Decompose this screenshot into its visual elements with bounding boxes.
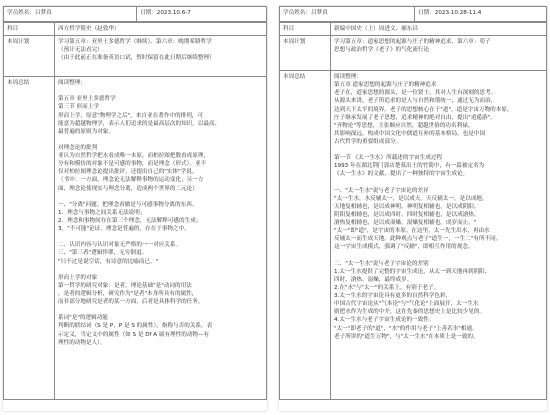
right-student-cell (280, 7, 415, 22)
summary-line: 系词"是"的逻辑功能 (58, 315, 108, 322)
summary-line: 第五章 道家思想的起源与庄子的精神追求 (334, 82, 437, 89)
summary-line (334, 179, 543, 187)
summary-line (58, 87, 263, 95)
right-content-table (279, 22, 547, 400)
summary-line: 这一宇宙生成模式，强调了"反辅"，即相互作用的观念。 (334, 244, 474, 251)
right-date-value: 2023.10.28-11.4 (434, 10, 482, 16)
summary-line: 第一哲学的研究对象：是者。理论基础"是"动词的用法 (58, 282, 192, 289)
summary-line: 判断的联结词（S 是 P，P 是 S 的属性），指称与否的关系，表 (58, 323, 213, 330)
summary-line: 第三节 形而上学 (58, 104, 99, 111)
summary-line: 四时、凔热、湿燥，最终成岁。 (334, 276, 413, 283)
summary-line: 第五章 亚里士多德哲学 (58, 96, 116, 103)
summary-line: 对理念论的批判 (58, 144, 98, 151)
right-summary-label: 本周总结 (280, 71, 331, 400)
summary-line: 1．理念与事物之间关系无法说明； (58, 209, 146, 216)
summary-line: "齐物论"等思想，主张顺应自然，超越世俗的功名利禄。 (334, 122, 474, 129)
summary-line: "只不过是说空话，有诗意的比喻而已。" (58, 258, 159, 265)
summary-line (334, 146, 543, 154)
left-date-label: 日期： (140, 10, 157, 16)
plan-line: 思想与政治哲学《老子》的气化流行论 (334, 47, 430, 54)
summary-line (58, 233, 263, 241)
summary-line: 2.在"水"与"太一"的关系上，有别于老子。 (334, 284, 440, 291)
left-plan-label: 本周计划 (4, 36, 55, 77)
left-student-name: 吕梦真 (34, 10, 52, 16)
summary-line: 理性的动物是人）。 (58, 339, 106, 346)
summary-line: 其影响深远，构成中国文化中儒道互补的基本格局，也是中国 (334, 130, 486, 137)
left-summary-label: 本周总结 (4, 77, 55, 400)
left-student-cell (4, 7, 137, 22)
right-plan-label: 本周计划 (280, 36, 331, 71)
left-content-table (3, 22, 267, 400)
summary-line: 第一节 《太一生水》所载述的宇宙生成过程 (334, 155, 443, 162)
summary-line: 古代哲学的重要组成部分。 (334, 138, 402, 145)
plan-line: （预计无法看完） (58, 47, 103, 54)
summary-line: 阴阳复相辅也，是以成四时。四时复相辅也，是以成凔热。 (334, 211, 480, 218)
summary-line: 凔热复相辅也，是以成湿燥。湿燥复相辅也，成岁而止。" (334, 220, 477, 227)
summary-line: 面，理念论使现实与理念分离，造成两个世界的二元论） (58, 185, 198, 192)
summary-line: 庄子继承发展了老子思想，追求精神的绝对自由，提出"逍遥游"、 (334, 114, 496, 121)
left-summary-lines (58, 79, 263, 347)
plan-line: （由于此前正在准备英语口试，暂时保留在此日期后继续整理） (58, 55, 215, 62)
summary-line: 《太一生水》的文献，提出了一种独特的宇宙生成论。 (334, 171, 469, 178)
summary-line: 一、"分离"问题。把理念看做是与可感事物分离的东西。 (58, 201, 198, 208)
left-log-table (3, 6, 267, 22)
summary-line: 形而上学的对象 (58, 274, 98, 281)
summary-line: 阅读整理： (58, 80, 86, 87)
left-plan-lines (58, 38, 263, 62)
summary-line: 则把水作为生成的中介，这在先秦的思想史上是比较少见的。 (334, 309, 486, 316)
right-document-page (279, 6, 547, 411)
summary-line: "太一"即"道"，是宇宙的本原。在这里，太一先生出水，再由水 (334, 228, 490, 235)
right-plan-lines (334, 38, 543, 54)
right-date-label: 日期： (418, 10, 435, 16)
summary-line: 1.太一生水提供了完整的宇宙生成论，从太一到天地再到阴阳、 (334, 268, 491, 275)
left-student-label: 学员姓名： (7, 10, 35, 16)
summary-line: 一、"太一生水"说与老子宇宙论的差异 (334, 187, 429, 194)
summary-line: 三、"第三者"逻辑悖谬，无穷倒退。 (58, 250, 148, 257)
summary-line (334, 252, 543, 260)
plan-line: 学习第五章：亚里士多德哲学（继续）、第六章：晚期希腊哲学 (58, 39, 212, 46)
left-document-page (3, 6, 267, 411)
left-summary-body (55, 77, 267, 400)
summary-line: 二、"太一生水"说与老子宇宙论的差别 (334, 260, 429, 267)
summary-line: 仅对柏拉图理念论提出批评，还提出自己的"实体"学说。 (58, 169, 198, 176)
summary-line: 形而上学，原意"物理学之后"，来自亚在著作中的排列，可 (58, 112, 203, 119)
right-plan-body (331, 36, 547, 71)
summary-line (58, 136, 263, 144)
right-subject-label: 科目 (280, 23, 331, 36)
summary-line: 分有和模仿的对象不是可感的事物，而是理念（形式）。亚不 (58, 161, 207, 168)
summary-line (58, 193, 263, 201)
left-plan-body (55, 36, 267, 77)
left-date-cell (137, 7, 267, 22)
summary-line: 中国古代宇宙论从"气本论"与"气化论"上面展开，太一生水 (334, 301, 479, 308)
summary-line: 从源头来讲，老子所追求的是人与自然和谐统一，通过无为而治， (334, 98, 497, 105)
left-date-value: 2023.10.6-7 (156, 10, 191, 16)
summary-line: 二、认识内容与认识对象无严格的一一对应关系。 (58, 242, 182, 249)
summary-line: "太一生水，水反辅太一，是以成天。天反辅太一，是以成地。 (334, 195, 488, 202)
summary-line: 能意为超越物理学，表示人们追求的是最高层次的知识，以最高、 (58, 120, 221, 127)
left-subject-label: 科目 (4, 23, 55, 36)
summary-line: 最普遍的原则为对象。 (58, 128, 114, 135)
right-summary-body (331, 71, 547, 400)
summary-line (58, 266, 263, 274)
summary-line: （书中：一方面，理念论无法解释事物的运动变化；另一方 (58, 177, 204, 184)
right-summary-lines (334, 73, 543, 341)
right-log-table (279, 6, 547, 22)
left-subject-value: 西方哲学简史（赵敦华） (55, 23, 267, 36)
summary-line: 3.太一生水的宇宙论具有更多的自然科学色彩， (334, 293, 452, 300)
plan-line: 学习第五章：道家思想的起源与庄子的精神追求、第六章：荀子 (334, 39, 491, 46)
summary-line: ，是者的逻辑分析，研究作为"是者"本身所具有的属性， (58, 290, 198, 297)
summary-line: 亚认为自然哲学把水看成唯一本原，而柏拉图把数看成原理， (58, 153, 210, 160)
summary-line: 4.太一生水与老子宇宙生成论的一致性： (334, 317, 435, 324)
right-subject-value: 新编中国史（上）周进文、郝东昌 (331, 23, 547, 36)
right-student-name: 吕梦真 (310, 10, 328, 16)
summary-line: 示定义，当定义中的属性（如 S 是 Df A 属有理性的动物—有 (58, 331, 210, 338)
summary-line: 反辅太一而生成天地。此种观点与老子"道生一，一生二"有所不同。 (334, 236, 502, 243)
summary-line: 而非部分地研究是者的某一方面，后者是具体科学的任务。 (58, 299, 204, 306)
right-student-label: 学员姓名： (283, 10, 311, 16)
summary-line: 1993 年在湖北荆门郭店楚墓出土的竹简中，有一篇被定名为 (334, 163, 485, 170)
summary-line: "太一"即老子的"道"，"水"的作用与老子"上善若水"相通。 (334, 325, 478, 332)
summary-line: 2．理念和事物间存在第三个理念，无法解释可感的生成； (58, 217, 202, 224)
summary-line: 3．"不可能"论证，理念是普遍的，存在于事物之中。 (58, 226, 190, 233)
summary-line: 达到天下太平的境界。老子的思想核心在于"道"，道是宇宙万物的本原。 (334, 106, 513, 113)
summary-line: 天地复相辅也，是以成神明。神明复相辅也，是以成阴阳。 (334, 203, 480, 210)
right-date-cell (415, 7, 547, 22)
summary-line: 老子所讲的"道生万物"，与"太一生水"在本质上是一致的。 (334, 333, 479, 340)
summary-line (58, 306, 263, 314)
summary-line: 老子在，道家思想的源头，是一位贤士，其对人生有深刻的思考。 (334, 90, 497, 97)
summary-line: 阅读整理： (334, 74, 362, 81)
